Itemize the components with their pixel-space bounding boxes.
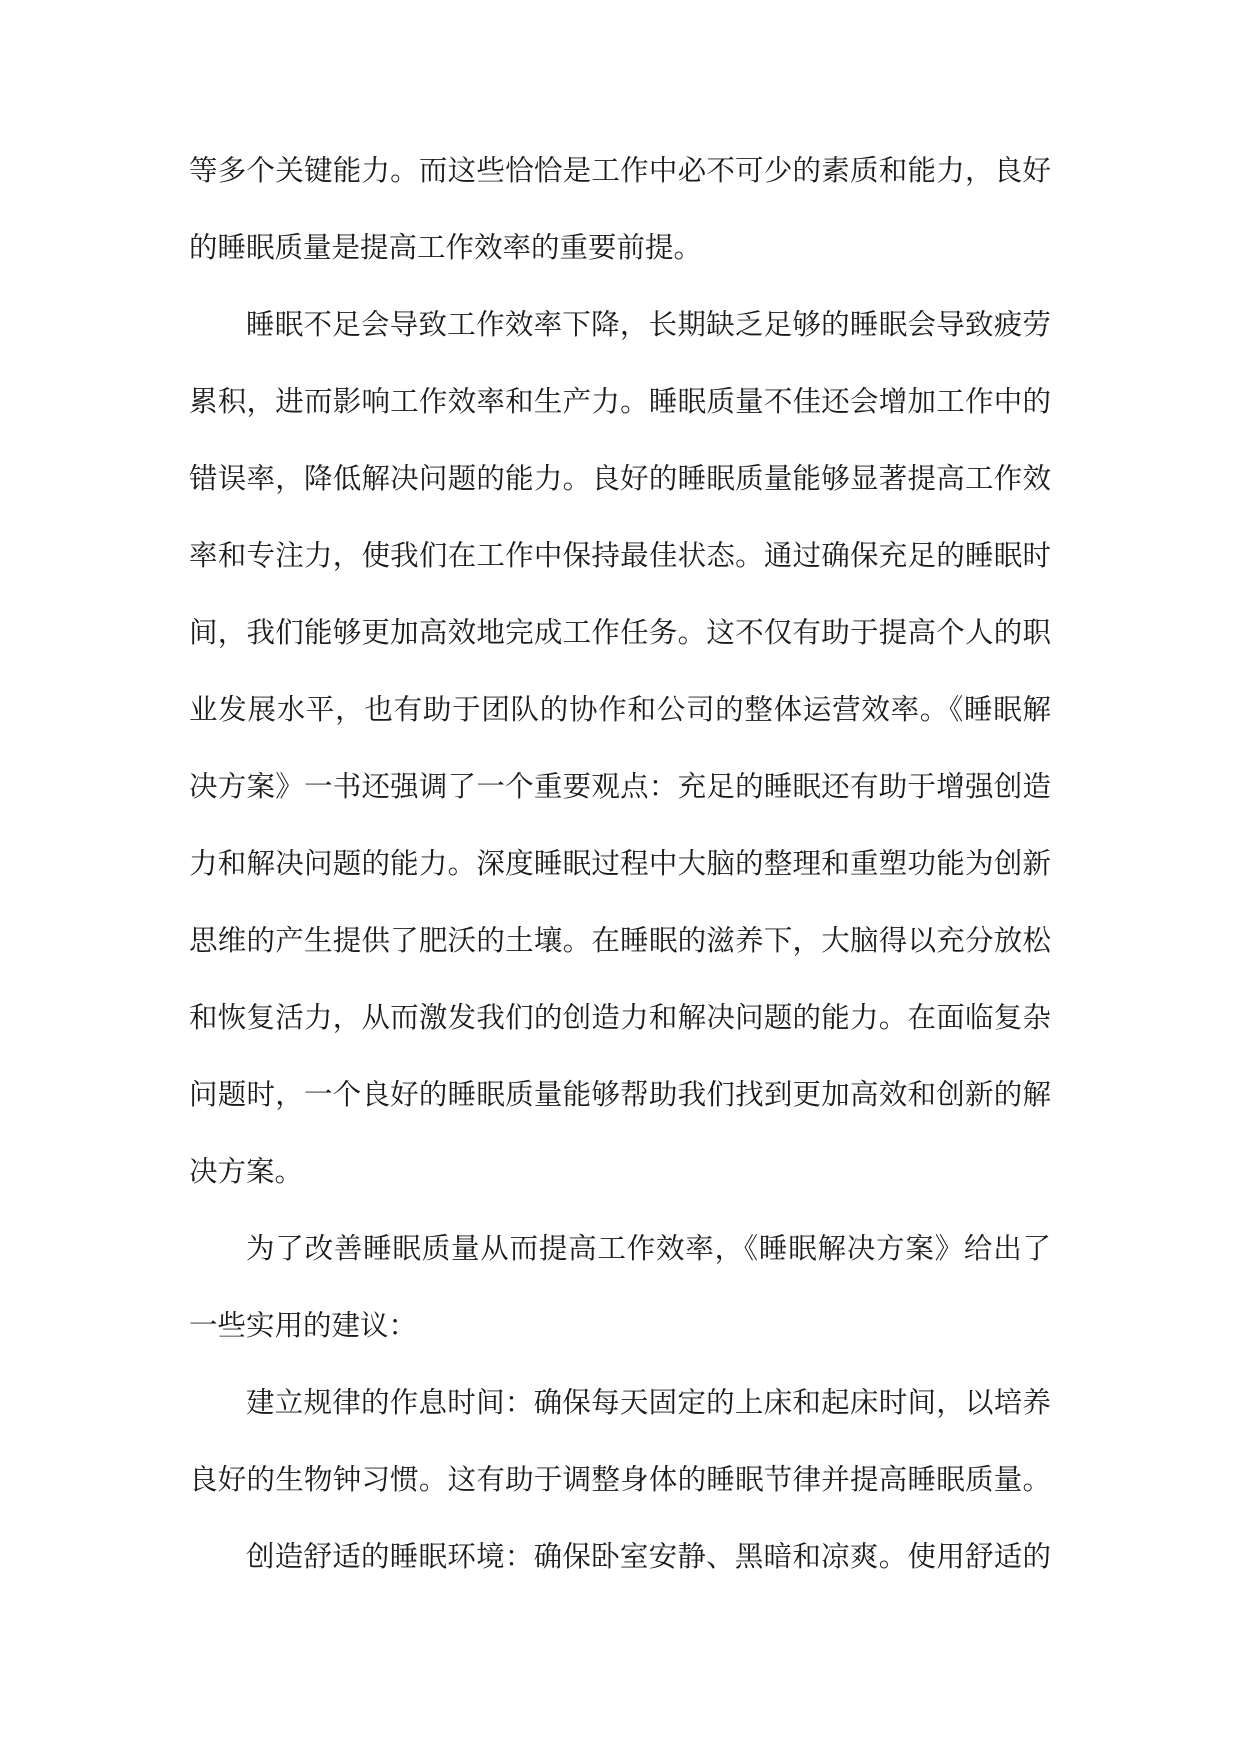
text-line: 思维的产生提供了肥沃的土壤。在睡眠的滋养下，大脑得以充分放松 (189, 924, 1051, 957)
text-line: 间，我们能够更加高效地完成工作任务。这不仅有助于提高个人的职 (189, 616, 1051, 649)
text-line: 决方案》一书还强调了一个重要观点：充足的睡眠还有助于增强创造 (189, 770, 1051, 803)
text-line: 的睡眠质量是提高工作效率的重要前提。 (189, 231, 703, 264)
text-line: 错误率，降低解决问题的能力。良好的睡眠质量能够显著提高工作效 (189, 462, 1051, 495)
text-line: 问题时，一个良好的睡眠质量能够帮助我们找到更加高效和创新的解 (189, 1078, 1051, 1111)
text-line: 建立规律的作息时间：确保每天固定的上床和起床时间，以培养 (246, 1386, 1051, 1419)
text-line: 创造舒适的睡眠环境：确保卧室安静、黑暗和凉爽。使用舒适的 (246, 1540, 1051, 1573)
text-line: 力和解决问题的能力。深度睡眠过程中大脑的整理和重塑功能为创新 (189, 847, 1051, 880)
text-line: 良好的生物钟习惯。这有助于调整身体的睡眠节律并提高睡眠质量。 (189, 1463, 1051, 1496)
text-line: 累积，进而影响工作效率和生产力。睡眠质量不佳还会增加工作中的 (189, 385, 1051, 418)
text-line: 决方案。 (189, 1155, 304, 1188)
text-line: 睡眠不足会导致工作效率下降，长期缺乏足够的睡眠会导致疲劳 (246, 308, 1051, 341)
text-line: 业发展水平，也有助于团队的协作和公司的整体运营效率。《睡眠解 (189, 693, 1051, 726)
text-line: 等多个关键能力。而这些恰恰是工作中必不可少的素质和能力，良好 (189, 154, 1051, 187)
text-line: 率和专注力，使我们在工作中保持最佳状态。通过确保充足的睡眠时 (189, 539, 1051, 572)
body-text (189, 142, 1051, 1605)
text-line: 和恢复活力，从而激发我们的创造力和解决问题的能力。在面临复杂 (189, 1001, 1051, 1034)
text-line: 为了改善睡眠质量从而提高工作效率，《睡眠解决方案》给出了 (246, 1232, 1051, 1265)
text-line: 一些实用的建议： (189, 1309, 418, 1342)
